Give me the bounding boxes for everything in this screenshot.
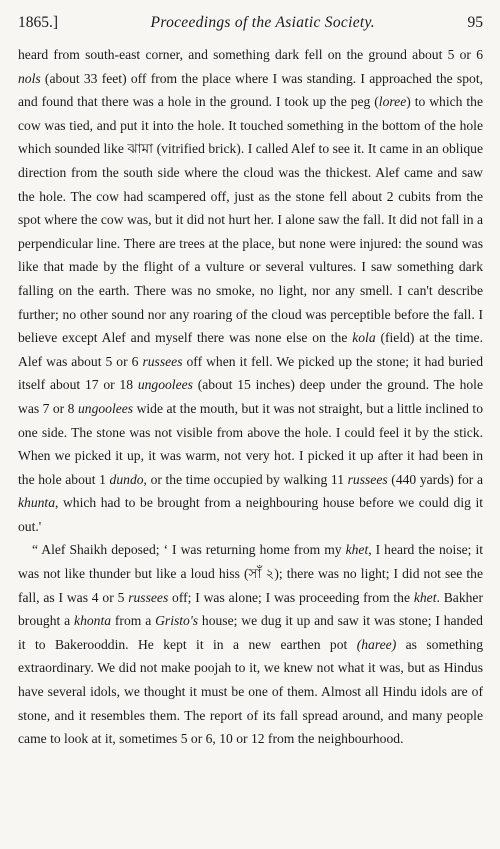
- italic-term: khet: [345, 542, 369, 558]
- text-run: from a: [111, 613, 156, 629]
- italic-term: khunta: [18, 495, 55, 511]
- text-run: off; I was alone; I was proceeding from the: [168, 589, 414, 605]
- italic-term: kola: [352, 330, 376, 346]
- text-run: “ Alef Shaikh deposed; ‘ I was returning home from my: [32, 542, 346, 558]
- text-run: off when it fell. We picked up the stone; it had buried itself about 17 or 18: [18, 353, 483, 393]
- italic-term: nols: [18, 70, 41, 86]
- italic-term: (haree): [356, 636, 397, 652]
- italic-term: khet: [413, 589, 437, 605]
- text-run: , which had to be brought from a neighbouring house before we could dig it out.': [18, 495, 483, 534]
- text-run: wide at the mouth, but it was not straight, but a little inclined to one side. The stone was not visible from above the hole. I could feel it by the stick. When we picked it up, it was warm, not very hot. I picked it up after it had been in the hole about 1: [18, 400, 484, 487]
- text-run: house; we dug it up and saw it was stone; I handed it to Bakerooddin. He kept it in a new earthen pot: [18, 613, 483, 652]
- text-run: (440 yards) for a: [387, 471, 483, 487]
- text-run: . Bakher brought a: [18, 589, 483, 629]
- italic-term: ungoolees: [77, 400, 134, 416]
- text-run: , or the time occupied by walking 11: [143, 471, 348, 487]
- italic-term: khonta: [74, 613, 112, 629]
- paragraph: [18, 538, 483, 750]
- italic-term: dundo: [109, 471, 144, 487]
- italic-term: loree: [378, 94, 407, 110]
- italic-term: russees: [347, 471, 388, 487]
- italic-term: russees: [142, 353, 183, 369]
- text-run: heard from south-east corner, and something dark fell on the ground about 5 or 6: [18, 47, 483, 62]
- text-run: ) to which the cow was tied, and put it into the hole. It touched something in the bottom of the hole which sounded like ঝামা (vitrified brick). I called Alef to see it. It came in an oblique direction from the south side where the cloud was the thickest. Alef came and saw the hole. The cow had scampered off, just as the stone fell about 2 cubits from the spot where the cow was, but it did not hurt her. I alone saw the fall. It did not fall in a perpendicular line. There are trees at the place, but none were injured: the sound was like that made by the flight of a vulture or several vultures. I saw something dark falling on the earth. There was no smoke, no light, nor any smell. I can't describe further; no other sound nor any roaring of the cloud was perceptible before the fall. I believe except Alef and myself there was none else on the: [18, 94, 483, 346]
- paragraph: [18, 43, 483, 538]
- body-text: [18, 43, 483, 751]
- italic-term: Gristo's: [155, 613, 199, 629]
- text-run: (field) at the time. Alef was about 5 or 6: [18, 330, 483, 369]
- italic-term: russees: [128, 589, 169, 605]
- text-run: (about 33 feet) off from the place where I was standing. I approached the spot, and found that there was a hole in the ground. I took up the peg (: [18, 70, 483, 110]
- text-run: , I heard the noise; it was not like thunder but like a loud hiss (সাঁ ২); there was no light; I did not see the fall, as I was 4 or 5: [18, 542, 483, 605]
- volume-year: 1865.]: [18, 14, 59, 31]
- page-number: 95: [467, 14, 483, 31]
- italic-term: ungoolees: [137, 377, 193, 393]
- text-run: as something extraordinary. We did not make poojah to it, we knew not what it was, but as Hindus have several idols, we thought it must be one of them. Almost all Hindu idols are of stone, and it resembles them. The report of its fall spread around, and many people came to look at it, sometimes 5 or 6, 10 or 12 from the neighbourhood.: [18, 636, 484, 747]
- running-header: [18, 14, 483, 32]
- journal-title: Proceedings of the Asiatic Society.: [150, 14, 375, 31]
- text-run: (about 15 inches) deep under the ground. The hole was 7 or 8: [18, 377, 483, 416]
